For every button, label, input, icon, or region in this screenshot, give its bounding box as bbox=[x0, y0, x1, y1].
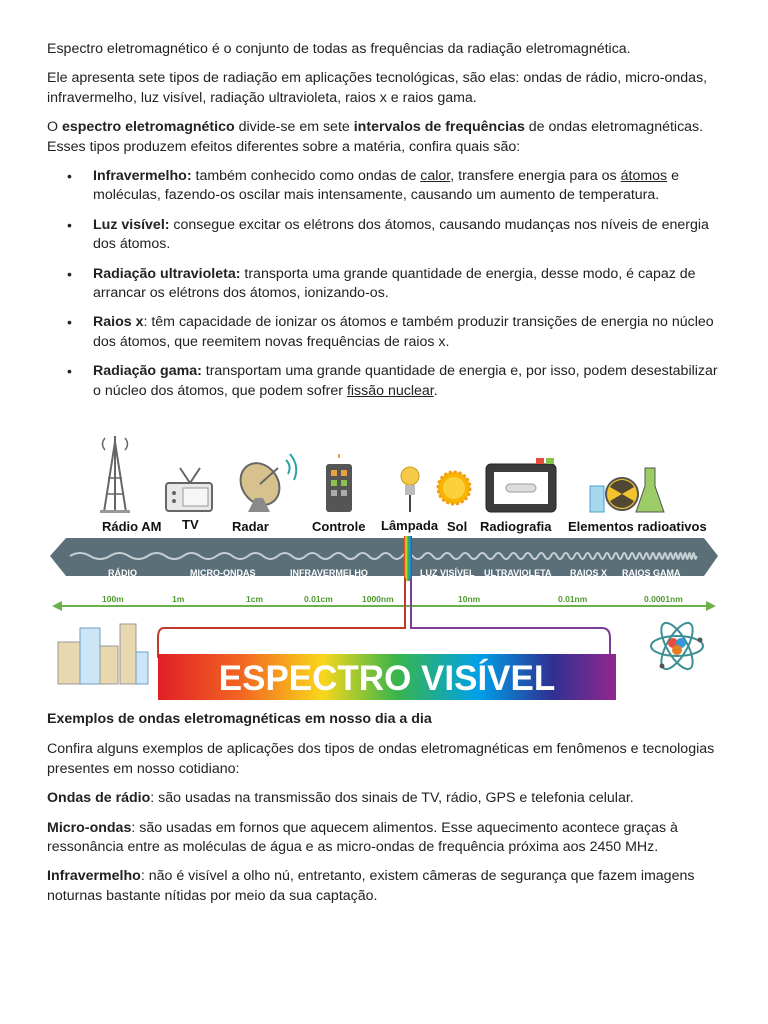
label-radar: Radar bbox=[232, 519, 269, 534]
text-span: : não é visível a olho nú, entretanto, existem câmeras de segurança que fazem imagens noturnas bastante nítidas por meio da sua captação. bbox=[47, 868, 695, 904]
label-controle: Controle bbox=[312, 519, 366, 534]
text-span: de ondas eletromagnéticas. Esses tipos produzem efeitos diferentes sobre a matéria, confira quais são: bbox=[47, 119, 704, 155]
band-label-luz-visivel: LUZ VISÍVEL bbox=[420, 568, 475, 578]
text-span: e moléculas, fazendo-os oscilar mais intensamente, causando um aumento de temperatura. bbox=[93, 168, 679, 204]
text-span: : têm capacidade de ionizar os átomos e também produzir transições de energia no núcleo dos átomos, que reemitem novas frequências de raios x. bbox=[93, 314, 714, 350]
city-buildings-icon bbox=[58, 624, 148, 684]
spectrum-illustration bbox=[50, 428, 720, 703]
bold-term: espectro eletromagnético bbox=[61, 119, 235, 136]
article-bottom bbox=[47, 710, 727, 916]
label-radiografia: Radiografia bbox=[480, 519, 552, 534]
label-tv: TV bbox=[182, 517, 199, 532]
lamp-icon bbox=[401, 467, 419, 512]
label-elementos-radioativos: Elementos radioativos bbox=[568, 519, 707, 534]
scale-label: 10nm bbox=[458, 594, 481, 604]
sun-icon bbox=[438, 472, 470, 504]
list-item-gamma bbox=[93, 362, 727, 401]
text-span: transportam uma grande quantidade de energia e, por isso, podem desestabilizar o núcleo dos átomos, que podem sofrer bbox=[93, 363, 718, 399]
section-heading: Exemplos de ondas eletromagnéticas em nosso dia a dia bbox=[47, 711, 432, 727]
scale-label: 1m bbox=[172, 594, 185, 604]
scale-label: 0.01nm bbox=[558, 594, 588, 604]
tv-icon bbox=[166, 468, 212, 511]
scale-arrow-left bbox=[52, 601, 62, 611]
example-term: Infravermelho bbox=[47, 868, 141, 885]
red-connector bbox=[158, 578, 405, 658]
example-term: Ondas de rádio bbox=[47, 790, 151, 807]
link-atomos[interactable]: átomos bbox=[620, 168, 668, 185]
example-radio bbox=[47, 789, 727, 808]
radioactive-elements-icon bbox=[590, 468, 664, 512]
list-item-visible-light bbox=[93, 216, 727, 255]
band-label-infravermelho: INFRAVERMELHO bbox=[290, 568, 368, 578]
link-calor[interactable]: calor bbox=[420, 168, 451, 185]
example-infravermelho bbox=[47, 867, 727, 906]
link-fissao-nuclear[interactable]: fissão nuclear bbox=[346, 382, 434, 399]
radiation-list bbox=[47, 167, 727, 401]
example-term: Micro-ondas bbox=[47, 819, 132, 836]
intro-paragraph-1: Espectro eletromagnético é o conjunto de todas as frequências da radiação eletromagnética. bbox=[47, 41, 631, 57]
text-span: consegue excitar os elétrons dos átomos, causando mudanças nos níveis de energia dos átomos. bbox=[93, 216, 709, 253]
text-span: , transfere energia para os bbox=[450, 168, 621, 185]
radio-tower-icon bbox=[100, 436, 130, 513]
band-label-raios-x: RAIOS X bbox=[570, 568, 608, 578]
label-lampada: Lâmpada bbox=[381, 518, 439, 533]
example-micro-ondas bbox=[47, 819, 727, 858]
purple-connector bbox=[411, 578, 610, 658]
xray-film-icon bbox=[486, 458, 556, 512]
bullet-term: Luz visível: bbox=[93, 216, 170, 233]
radar-dish-icon bbox=[233, 454, 297, 512]
bullet-term: Raios x bbox=[93, 314, 144, 331]
text-span: também conhecido como ondas de bbox=[191, 168, 421, 185]
visible-stripe bbox=[404, 536, 412, 581]
bold-term: intervalos de frequências bbox=[353, 119, 525, 136]
list-item-ultraviolet bbox=[93, 265, 727, 304]
text-span: : são usadas na transmissão dos sinais de TV, rádio, GPS e telefonia celular. bbox=[150, 790, 634, 807]
list-item-xray bbox=[93, 313, 727, 352]
band-label-ultravioleta: ULTRAVIOLETA bbox=[484, 568, 552, 578]
text-span: divide-se em sete bbox=[234, 119, 354, 136]
band-label-raios-gama: RAIOS GAMA bbox=[622, 568, 681, 578]
label-radio-am: Rádio AM bbox=[102, 519, 162, 534]
band-label-micro-ondas: MICRO-ONDAS bbox=[190, 568, 256, 578]
scale-label: 1000nm bbox=[362, 594, 394, 604]
banner-title: ESPECTRO VISÍVEL bbox=[218, 659, 556, 698]
intro-paragraph-3 bbox=[47, 118, 727, 157]
label-sol: Sol bbox=[447, 519, 468, 534]
spectrum-figure bbox=[50, 428, 720, 703]
text-span: . bbox=[433, 382, 438, 399]
atom-icon bbox=[651, 618, 703, 673]
article-top bbox=[47, 40, 727, 411]
bullet-term: Infravermelho: bbox=[93, 168, 192, 185]
scale-label: 0.0001nm bbox=[644, 594, 683, 604]
scale-label: 100m bbox=[102, 594, 124, 604]
band-label-radio: RÁDIO bbox=[108, 568, 137, 578]
scale-arrow-right bbox=[706, 601, 716, 611]
section-intro: Confira alguns exemplos de aplicações dos tipos de ondas eletromagnéticas em fenômenos e tecnologias presentes em nosso cotidiano: bbox=[47, 741, 715, 777]
remote-control-icon bbox=[326, 454, 352, 512]
bullet-term: Radiação ultravioleta: bbox=[93, 265, 241, 282]
text-span: O bbox=[47, 119, 62, 136]
scale-label: 0.01cm bbox=[304, 594, 333, 604]
text-span: : são usadas em fornos que aquecem alimentos. Esse aquecimento acontece graças à ressonância entre as moléculas de água e as micro-ondas de frequência próxima aos 2450 MHz. bbox=[47, 819, 678, 856]
list-item-infrared bbox=[93, 167, 727, 206]
intro-paragraph-2: Ele apresenta sete tipos de radiação em aplicações tecnológicas, são elas: ondas de rádio, micro-ondas, infravermelho, luz visível, radiação ultravioleta, raios x e raios gama. bbox=[47, 70, 708, 106]
bullet-term: Radiação gama: bbox=[93, 363, 202, 380]
scale-label: 1cm bbox=[246, 594, 264, 604]
text-span: transporta uma grande quantidade de energia, desse modo, é capaz de arrancar os elétrons dos átomos, ionizando-os. bbox=[93, 265, 696, 302]
